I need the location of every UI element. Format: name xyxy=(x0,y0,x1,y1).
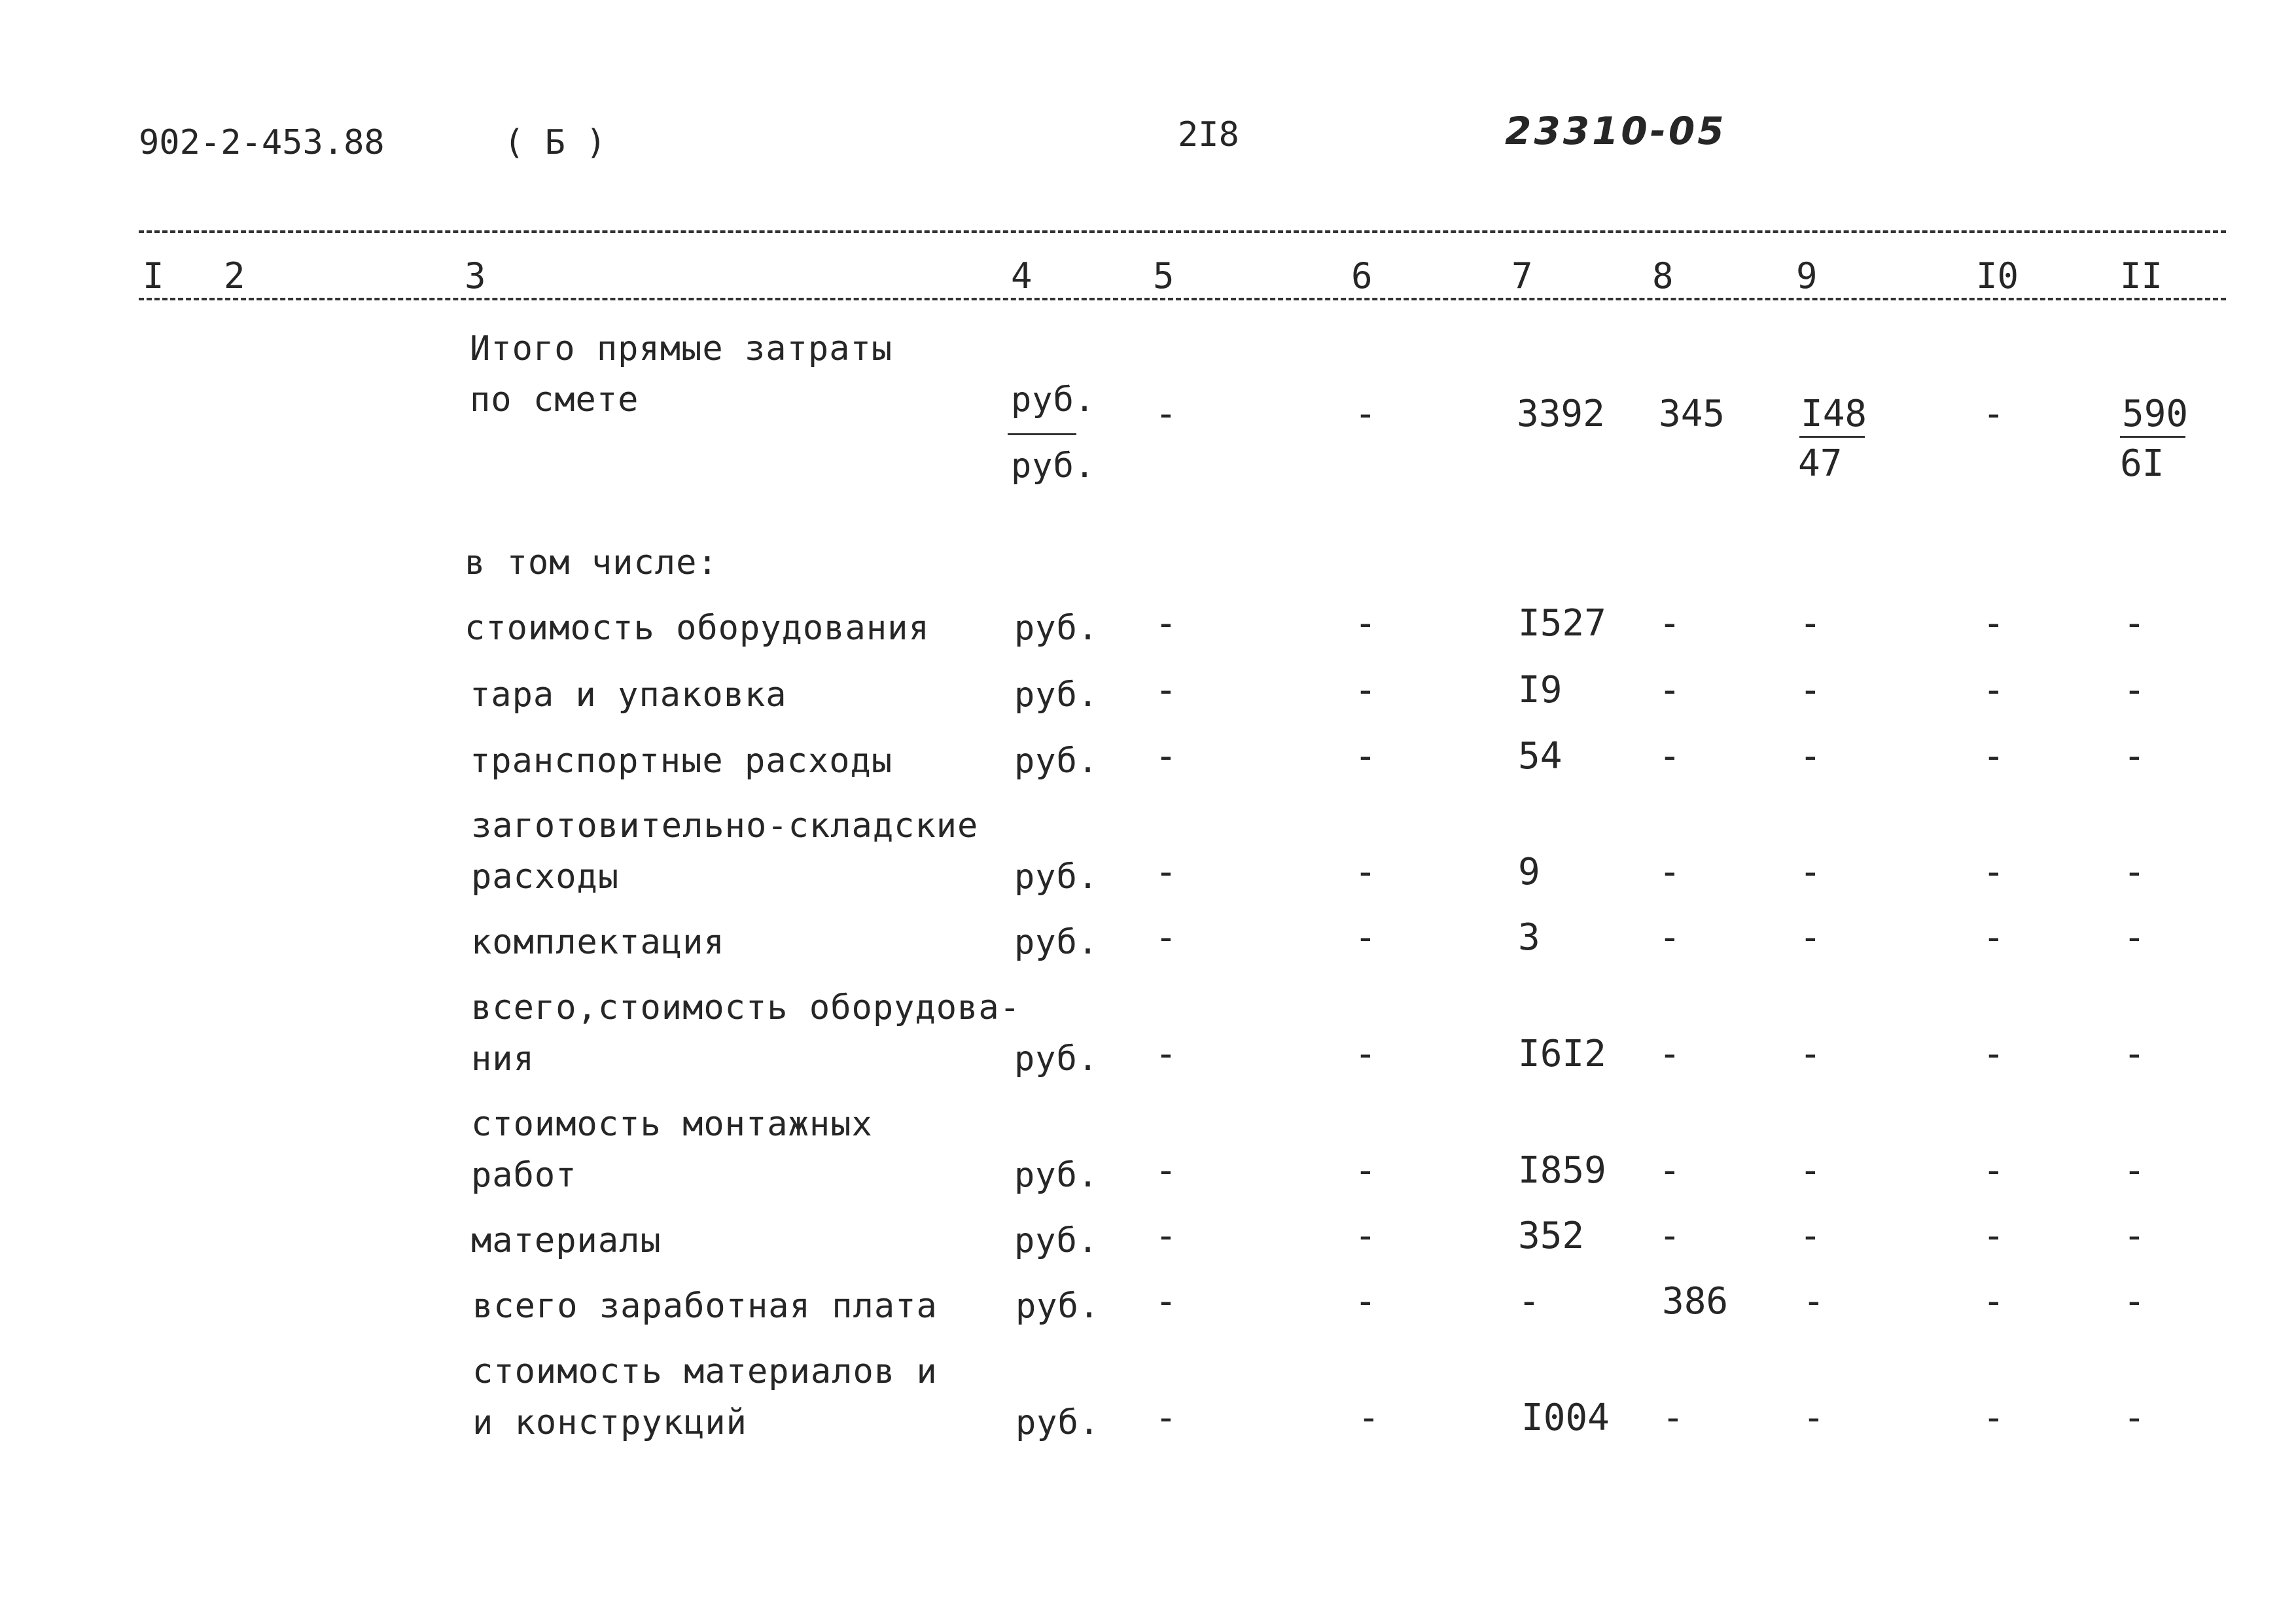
cell-col11: - xyxy=(2123,1033,2146,1075)
unit-cell: руб. xyxy=(1014,857,1099,897)
row-label: расходы xyxy=(471,857,620,897)
cell-col8: 345 xyxy=(1659,393,1725,435)
cell-col5: - xyxy=(1155,1149,1177,1192)
cell-col6: - xyxy=(1354,735,1377,777)
cell-col10: - xyxy=(1983,1033,2005,1075)
column-number-10: I0 xyxy=(1976,255,2019,296)
header-top-rule xyxy=(139,230,2226,233)
column-number-5: 5 xyxy=(1153,255,1174,296)
cell-col6: - xyxy=(1354,916,1377,959)
cell-col9: - xyxy=(1803,1280,1825,1323)
column-number-6: 6 xyxy=(1351,255,1373,296)
row-label: стоимость монтажных xyxy=(471,1105,873,1144)
document-code: 902-2-453.88 xyxy=(139,123,385,162)
cell-col10: - xyxy=(1983,1149,2005,1192)
cell-col8: - xyxy=(1659,735,1681,777)
cell-col10: - xyxy=(1983,1280,2005,1323)
cell-col5: - xyxy=(1155,602,1177,645)
cell-col11: - xyxy=(2123,1149,2146,1192)
fraction-line xyxy=(1799,436,1865,438)
cell-col9: - xyxy=(1799,916,1822,959)
column-number-8: 8 xyxy=(1652,255,1674,296)
fraction-line xyxy=(1008,433,1076,435)
cell-col8: - xyxy=(1659,1149,1681,1192)
cell-col8: - xyxy=(1659,851,1681,893)
row-label: по смете xyxy=(470,380,639,419)
cell-col11: - xyxy=(2123,602,2146,645)
cell-col10: - xyxy=(1983,916,2005,959)
cell-col8: - xyxy=(1659,916,1681,959)
cell-col7: 3 xyxy=(1518,916,1540,959)
cell-col7: 54 xyxy=(1518,735,1563,777)
cell-col11: - xyxy=(2123,1215,2146,1257)
cell-col7: 3392 xyxy=(1517,393,1605,435)
cell-col6: - xyxy=(1354,669,1377,711)
cell-col11-lower: 6I xyxy=(2120,442,2164,485)
cell-col6: - xyxy=(1354,393,1377,435)
cell-col5: - xyxy=(1155,1280,1177,1323)
unit-cell: руб. xyxy=(1011,380,1096,419)
column-number-1: I xyxy=(143,255,164,296)
column-number-9: 9 xyxy=(1796,255,1818,296)
unit-cell: руб. xyxy=(1014,923,1099,962)
cell-col5: - xyxy=(1155,1215,1177,1257)
cell-col8: - xyxy=(1659,602,1681,645)
cell-col5: - xyxy=(1155,393,1177,435)
row-label: заготовительно-складские xyxy=(471,806,979,846)
cell-col11: - xyxy=(2123,916,2146,959)
cell-col5: - xyxy=(1155,916,1177,959)
cell-col9: - xyxy=(1799,851,1822,893)
column-number-11: II xyxy=(2120,255,2163,296)
cell-col7: I6I2 xyxy=(1518,1033,1606,1075)
cell-col10: - xyxy=(1983,1397,2005,1439)
row-label: материалы xyxy=(471,1221,662,1260)
row-label: всего заработная плата xyxy=(472,1287,938,1326)
unit-cell: руб. xyxy=(1014,1156,1099,1195)
cell-col9: I48 xyxy=(1801,393,1867,435)
unit-cell: руб. xyxy=(1014,741,1099,781)
cell-col10: - xyxy=(1983,393,2005,435)
cell-col11: - xyxy=(2123,851,2146,893)
page-number: 2I8 xyxy=(1178,115,1239,154)
cell-col9: - xyxy=(1799,735,1822,777)
unit-cell: руб. xyxy=(1016,1287,1101,1326)
cell-col7: - xyxy=(1518,1280,1540,1323)
row-label: Итого прямые затраты xyxy=(470,329,893,368)
cell-col11: 590 xyxy=(2122,393,2189,435)
fraction-line xyxy=(2120,436,2185,438)
cell-col8: - xyxy=(1659,1215,1681,1257)
cell-col9-lower: 47 xyxy=(1798,442,1843,485)
cell-col7: I859 xyxy=(1518,1149,1606,1192)
cell-col8: - xyxy=(1659,669,1681,711)
column-number-4: 4 xyxy=(1011,255,1033,296)
column-number-7: 7 xyxy=(1511,255,1533,296)
cell-col5: - xyxy=(1155,1397,1177,1439)
row-label: стоимость оборудования xyxy=(465,609,930,648)
cell-col6: - xyxy=(1354,851,1377,893)
cell-col5: - xyxy=(1155,1033,1177,1075)
row-label: в том числе: xyxy=(465,543,718,582)
unit-cell: руб. xyxy=(1014,1039,1099,1079)
row-label: стоимость материалов и xyxy=(472,1352,938,1391)
row-label: транспортные расходы xyxy=(470,741,893,781)
cell-col9: - xyxy=(1799,1215,1822,1257)
cell-col5: - xyxy=(1155,851,1177,893)
cell-col8: 386 xyxy=(1662,1280,1729,1323)
row-label: комплектация xyxy=(471,923,725,962)
cell-col7: 9 xyxy=(1518,851,1540,893)
cell-col9: - xyxy=(1799,1033,1822,1075)
cell-col7: 352 xyxy=(1518,1215,1585,1257)
cell-col9: - xyxy=(1799,602,1822,645)
cell-col10: - xyxy=(1983,1215,2005,1257)
cell-col6: - xyxy=(1354,602,1377,645)
cell-col10: - xyxy=(1983,851,2005,893)
cell-col10: - xyxy=(1983,735,2005,777)
unit-cell: руб. xyxy=(1016,1403,1101,1442)
cell-col6: - xyxy=(1354,1033,1377,1075)
cell-col5: - xyxy=(1155,669,1177,711)
section-label: ( Б ) xyxy=(504,123,607,162)
row-label: и конструкций xyxy=(472,1403,747,1442)
cell-col6: - xyxy=(1354,1215,1377,1257)
cell-col11: - xyxy=(2123,735,2146,777)
row-label: работ xyxy=(471,1156,577,1195)
cell-col5: - xyxy=(1155,735,1177,777)
column-number-3: 3 xyxy=(465,255,486,296)
cell-col9: - xyxy=(1803,1397,1825,1439)
row-label: тара и упаковка xyxy=(470,675,787,715)
cell-col10: - xyxy=(1983,602,2005,645)
row-label: всего,стоимость оборудова- xyxy=(471,988,1021,1027)
unit-cell: руб. xyxy=(1014,675,1099,715)
cell-col7: I9 xyxy=(1518,669,1563,711)
cell-col8: - xyxy=(1659,1033,1681,1075)
header-bottom-rule xyxy=(139,298,2226,300)
cell-col6: - xyxy=(1354,1280,1377,1323)
unit-cell: руб. xyxy=(1011,446,1096,486)
cell-col7: I527 xyxy=(1518,602,1606,645)
unit-cell: руб. xyxy=(1014,609,1099,648)
cell-col11: - xyxy=(2123,1397,2146,1439)
cell-col6: - xyxy=(1354,1149,1377,1192)
cell-col10: - xyxy=(1983,669,2005,711)
column-number-2: 2 xyxy=(224,255,245,296)
handwritten-number: 23310-05 xyxy=(1505,109,1727,153)
row-label: ния xyxy=(471,1039,535,1079)
cell-col11: - xyxy=(2123,669,2146,711)
cell-col7: I004 xyxy=(1521,1397,1610,1439)
cell-col11: - xyxy=(2123,1280,2146,1323)
cell-col9: - xyxy=(1799,1149,1822,1192)
cell-col6: - xyxy=(1358,1397,1380,1439)
cell-col9: - xyxy=(1799,669,1822,711)
unit-cell: руб. xyxy=(1014,1221,1099,1260)
cell-col8: - xyxy=(1662,1397,1684,1439)
